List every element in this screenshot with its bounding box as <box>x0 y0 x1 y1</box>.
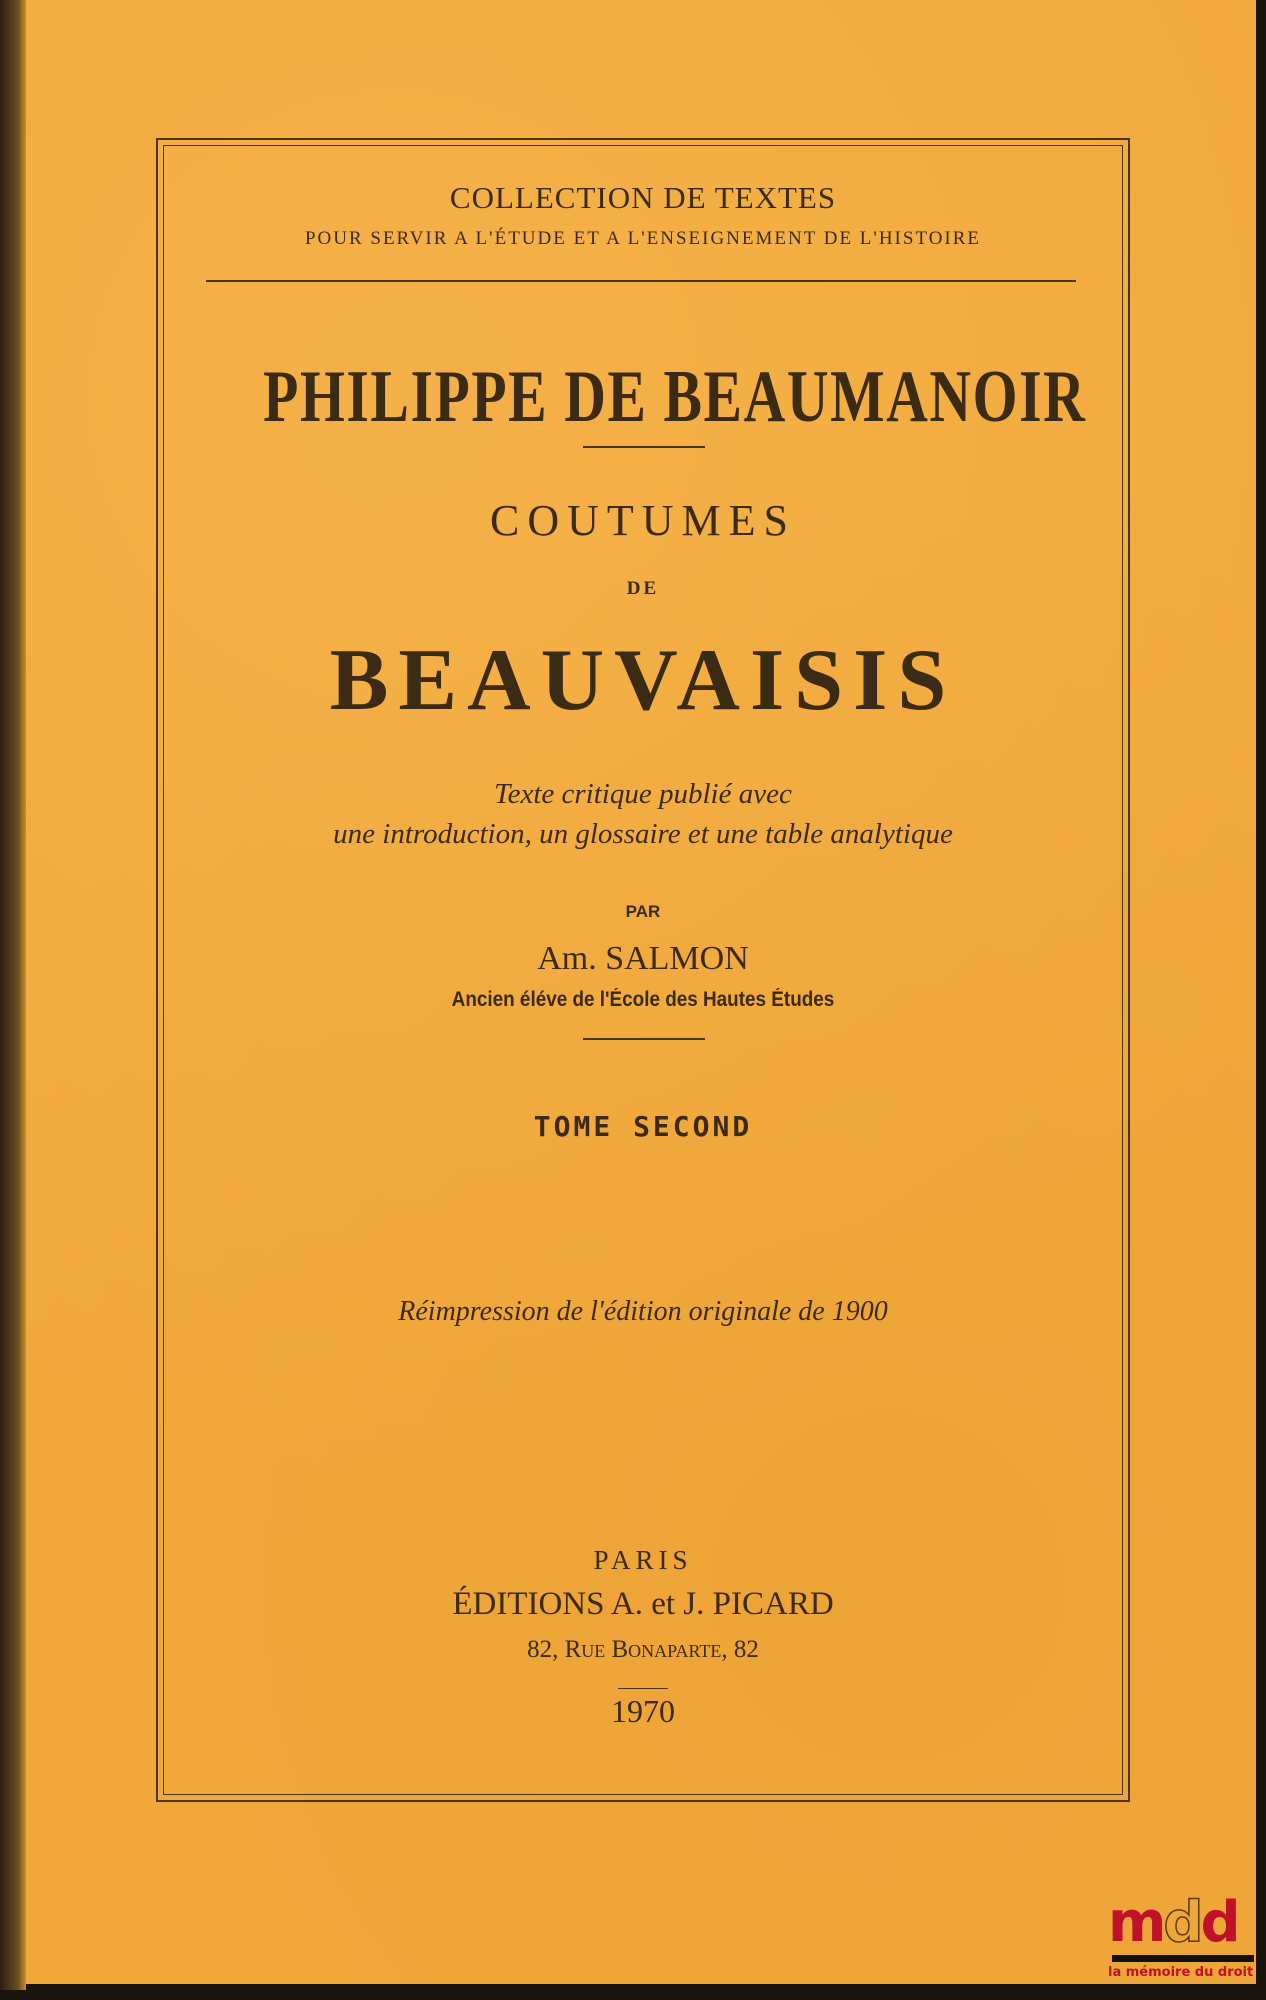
collection-subtitle: POUR SERVIR A L'ÉTUDE ET A L'ENSEIGNEMENT DE L'HISTOIRE <box>304 228 982 249</box>
subtitle-line-1: Texte critique publié avec <box>494 778 792 810</box>
title-line-2: DE <box>626 578 660 599</box>
book-spine <box>0 0 26 1990</box>
publisher-city: PARIS <box>593 1545 693 1575</box>
divider <box>206 280 1076 282</box>
editor-title: Ancien éléve de l'École des Hautes Études <box>451 988 835 1011</box>
divider <box>583 446 705 448</box>
subtitle-line-2: une introduction, un glossaire et une table analytique <box>333 818 953 850</box>
volume-label: TOME SECOND <box>533 1110 753 1143</box>
publication-year: 1970 <box>611 1693 675 1729</box>
logo-mark: mdd <box>1108 1890 1238 1955</box>
by-label: PAR <box>625 902 661 921</box>
reprint-note: Réimpression de l'édition originale de 1900 <box>398 1296 888 1327</box>
title-line-3: BEAUVAISIS <box>329 632 957 729</box>
mdd-watermark-logo <box>1108 1890 1258 1980</box>
divider <box>618 1688 668 1689</box>
logo-tagline: la mémoire du droit <box>1108 1965 1254 1980</box>
publisher-name: ÉDITIONS A. et J. PICARD <box>452 1586 834 1622</box>
divider <box>583 1038 705 1040</box>
publisher-address: 82, Rue Bonaparte, 82 <box>527 1636 759 1663</box>
collection-title: COLLECTION DE TEXTES <box>449 180 837 215</box>
editor-name: Am. SALMON <box>537 940 749 977</box>
logo-bar <box>1112 1955 1254 1962</box>
title-line-1: COUTUMES <box>489 496 797 545</box>
author-name: PHILIPPE DE BEAUMANOIR <box>263 356 1087 438</box>
